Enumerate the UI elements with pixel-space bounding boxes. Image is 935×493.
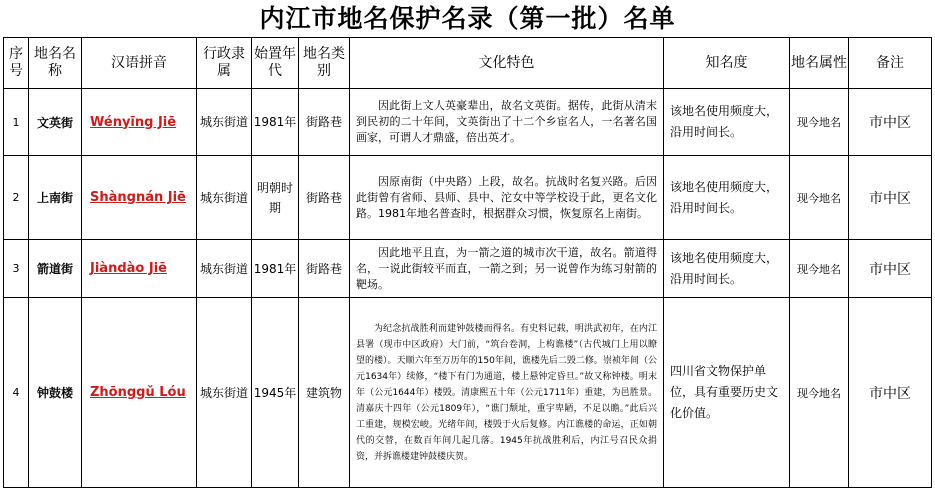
header-attribute: 地名属性 [790, 38, 849, 89]
cell-feature: 因此地平且直，为一箭之道的城市次干道，故名。箭道得名，一说此街较平而直，一箭之到；另一说曾作为练习射箭的靶场。 [350, 240, 664, 298]
header-note: 备注 [849, 38, 932, 89]
header-fame: 知名度 [664, 38, 790, 89]
cell-no: 3 [4, 240, 29, 298]
header-era: 始置年代 [252, 38, 299, 89]
cell-fame: 该地名使用频度大，沿用时间长。 [664, 156, 790, 240]
cell-no: 2 [4, 156, 29, 240]
cell-admin: 城东街道 [197, 240, 252, 298]
cell-note: 市中区 [849, 298, 932, 488]
cell-category: 街路巷 [299, 240, 350, 298]
cell-pinyin: Zhōnggǔ Lóu [82, 298, 197, 488]
cell-note: 市中区 [849, 156, 932, 240]
cell-era: 明朝时期 [252, 156, 299, 240]
cell-category: 街路巷 [299, 156, 350, 240]
cell-feature: 为纪念抗战胜利而建钟鼓楼而得名。有史料记载，明洪武初年，在内江县署（现市中区政府）大门前，“筑台卷洞，上构谯楼”（古代城门上用以瞭望的楼）。天顺六年至万历年的150年间，谯楼先后二毁二修。崇祯年间（公元1634年）续修，“楼下有门为通道，楼上悬钟定昏旦。”故又称钟楼。明末年（公元1644年）楼毁。清康熙五十年（公元1711年）重建，为邑胜景。清嘉庆十四年（公元1809年），“谯门颓址，重宇卑陋，不足以瞻。”此后兴工重建，规模宏峻。光绪年间，楼毁于火后复修。内江谯楼的命运，正如朝代的交替，在数百年间几起几落。1945年抗战胜利后，内江号召民众捐资，并拆谯楼建钟鼓楼庆贺。 [350, 298, 664, 488]
table-row [4, 240, 932, 298]
table-row [4, 156, 932, 240]
cell-admin: 城东街道 [197, 156, 252, 240]
cell-pinyin: Wényīng Jiē [82, 89, 197, 156]
cell-admin: 城东街道 [197, 298, 252, 488]
cell-name: 上南街 [29, 156, 82, 240]
cell-era: 1981年 [252, 89, 299, 156]
cell-feature: 因此街上文人英豪辈出，故名文英街。据传，此街从清末到民初的二十年间，文英街出了十二个乡宦名人，一名著名国画家，可谓人才鼎盛，倍出英才。 [350, 89, 664, 156]
cell-name: 钟鼓楼 [29, 298, 82, 488]
header-no: 序号 [4, 38, 29, 89]
table-row [4, 298, 932, 488]
cell-feature: 因原南街（中央路）上段，故名。抗战时名复兴路。后因此街曾有省师、县师、县中、沱女中等学校设于此，更名文化路。1981年地名普查时，根据群众习惯，恢复原名上南街。 [350, 156, 664, 240]
cell-pinyin: Shàngnán Jiē [82, 156, 197, 240]
roster-table [3, 37, 932, 488]
cell-attribute: 现今地名 [790, 240, 849, 298]
cell-note: 市中区 [849, 240, 932, 298]
cell-no: 1 [4, 89, 29, 156]
cell-era: 1945年 [252, 298, 299, 488]
cell-admin: 城东街道 [197, 89, 252, 156]
table-row [4, 89, 932, 156]
cell-fame: 该地名使用频度大，沿用时间长。 [664, 240, 790, 298]
cell-fame: 四川省文物保护单位，具有重要历史文化价值。 [664, 298, 790, 488]
cell-fame: 该地名使用频度大，沿用时间长。 [664, 89, 790, 156]
header-name: 地名名称 [29, 38, 82, 89]
cell-note: 市中区 [849, 89, 932, 156]
header-admin: 行政隶属 [197, 38, 252, 89]
cell-attribute: 现今地名 [790, 89, 849, 156]
header-feature: 文化特色 [350, 38, 664, 89]
page-title: 内江市地名保护名录（第一批）名单 [259, 4, 676, 33]
header-category: 地名类别 [299, 38, 350, 89]
cell-no: 4 [4, 298, 29, 488]
cell-attribute: 现今地名 [790, 298, 849, 488]
cell-name: 文英街 [29, 89, 82, 156]
cell-attribute: 现今地名 [790, 156, 849, 240]
header-row [4, 38, 932, 89]
cell-era: 1981年 [252, 240, 299, 298]
cell-category: 建筑物 [299, 298, 350, 488]
cell-name: 箭道街 [29, 240, 82, 298]
cell-category: 街路巷 [299, 89, 350, 156]
header-pinyin: 汉语拼音 [82, 38, 197, 89]
cell-pinyin: Jiàndào Jiē [82, 240, 197, 298]
